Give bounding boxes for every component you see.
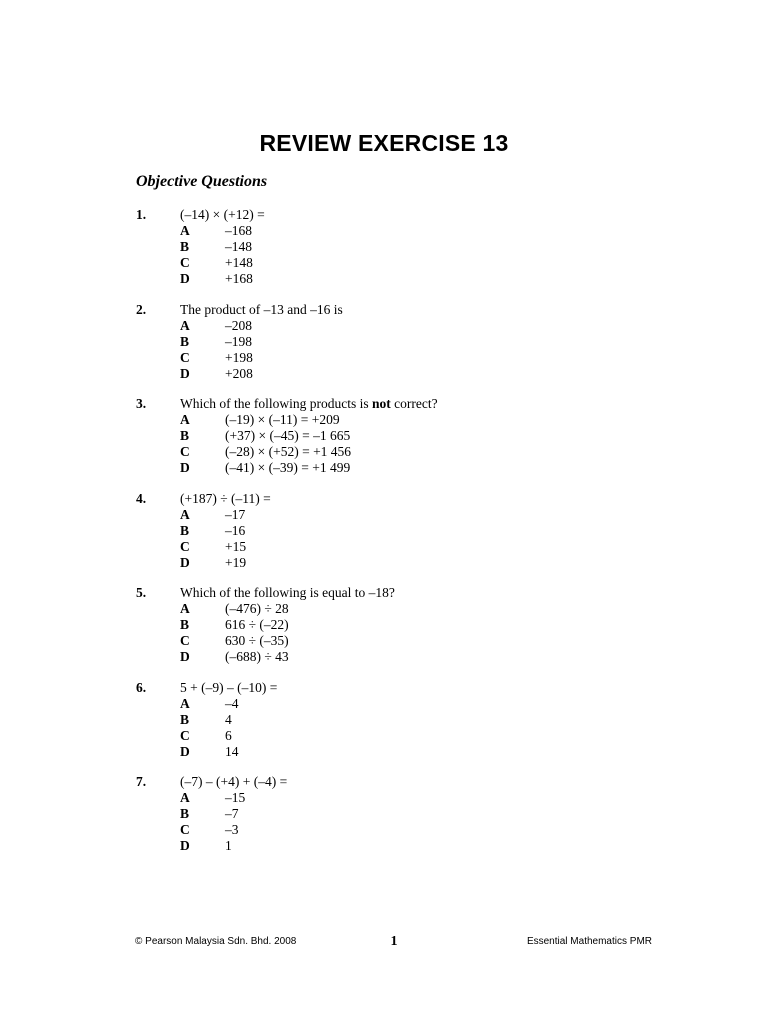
option-letter: A — [180, 412, 190, 427]
option-letter: D — [180, 649, 190, 664]
question-list — [0, 207, 768, 869]
option-text: (–476) ÷ 28 — [225, 601, 289, 616]
question-number: 3. — [136, 396, 147, 411]
option-c — [180, 350, 253, 366]
option-letter: B — [180, 333, 190, 349]
option-text: 4 — [225, 711, 232, 727]
option-letter: C — [180, 255, 190, 270]
question-6 — [0, 680, 768, 759]
page-number: 1 — [390, 934, 398, 949]
question-5 — [0, 585, 768, 664]
option-text: +19 — [225, 554, 247, 570]
option-d — [180, 838, 245, 854]
option-text: –148 — [225, 239, 252, 254]
option-letter: C — [180, 633, 190, 648]
option-letter: B — [180, 239, 190, 254]
option-text: +208 — [225, 365, 253, 381]
option-letter: D — [180, 460, 190, 475]
option-letter: D — [180, 554, 190, 570]
question-number: 7. — [136, 774, 147, 789]
option-d — [180, 555, 246, 571]
option-text: –15 — [225, 790, 246, 805]
option-letter: A — [180, 317, 190, 333]
option-letter: B — [180, 522, 190, 538]
page-footer — [0, 934, 768, 954]
question-number: 4. — [136, 490, 147, 506]
option-text: (–28) × (+52) = +1 456 — [225, 444, 352, 459]
option-letter: B — [180, 428, 190, 443]
question-1 — [0, 207, 768, 286]
option-letter: A — [180, 506, 190, 522]
option-a — [180, 412, 351, 428]
question-stem: The product of –13 and –16 is — [180, 301, 343, 317]
option-a — [180, 507, 246, 523]
option-d — [180, 744, 239, 760]
question-number: 2. — [136, 301, 147, 317]
option-text: 1 — [225, 838, 232, 853]
option-letter: B — [180, 617, 190, 632]
question-stem: (+187) ÷ (–11) = — [180, 490, 271, 506]
option-c — [180, 444, 351, 460]
option-c — [180, 255, 253, 271]
option-text: (+37) × (–45) = –1 665 — [225, 428, 351, 443]
question-stem — [180, 396, 438, 412]
option-a — [180, 696, 239, 712]
option-text: (–19) × (–11) = +209 — [225, 412, 340, 427]
option-text: +198 — [225, 349, 253, 365]
option-list — [180, 696, 239, 760]
option-text: +148 — [225, 255, 253, 270]
option-text: +15 — [225, 538, 247, 554]
question-stem-emphasis: not — [371, 396, 391, 411]
option-list — [180, 507, 246, 571]
option-text: (–41) × (–39) = +1 499 — [225, 460, 351, 475]
option-a — [180, 790, 245, 806]
option-d — [180, 366, 253, 382]
section-heading: Objective Questions — [136, 173, 268, 190]
question-2 — [0, 302, 768, 381]
option-c — [180, 539, 246, 555]
option-letter: D — [180, 365, 190, 381]
option-b — [180, 806, 245, 822]
option-b — [180, 712, 239, 728]
option-letter: A — [180, 695, 190, 711]
option-b — [180, 428, 351, 444]
option-letter: C — [180, 349, 190, 365]
question-number: 5. — [136, 585, 147, 600]
option-d — [180, 460, 351, 476]
question-number: 1. — [136, 207, 147, 222]
option-letter: A — [180, 601, 190, 616]
option-b — [180, 617, 289, 633]
option-text: (–688) ÷ 43 — [225, 649, 289, 664]
option-text: –3 — [225, 822, 239, 837]
option-c — [180, 822, 245, 838]
option-d — [180, 649, 289, 665]
option-letter: D — [180, 743, 190, 759]
option-letter: B — [180, 711, 190, 727]
option-d — [180, 271, 253, 287]
option-text: 616 ÷ (–22) — [225, 617, 289, 632]
page-title: REVIEW EXERCISE 13 — [259, 130, 509, 156]
option-c — [180, 728, 239, 744]
option-text: –7 — [225, 806, 239, 821]
option-text: –168 — [225, 223, 252, 238]
question-stem: 5 + (–9) – (–10) = — [180, 679, 278, 695]
copyright-notice: © Pearson Malaysia Sdn. Bhd. 2008 — [135, 936, 297, 947]
option-letter: C — [180, 444, 190, 459]
option-text: –17 — [225, 506, 246, 522]
option-text: +168 — [225, 271, 253, 286]
option-b — [180, 523, 246, 539]
option-list — [180, 601, 289, 665]
option-c — [180, 633, 289, 649]
question-7 — [0, 774, 768, 853]
question-number: 6. — [136, 679, 147, 695]
option-list — [180, 318, 253, 382]
option-text: –198 — [225, 333, 252, 349]
option-text: –4 — [225, 695, 239, 711]
option-letter: A — [180, 223, 190, 238]
question-stem: (–14) × (+12) = — [180, 207, 265, 222]
question-3 — [0, 396, 768, 475]
question-4 — [0, 491, 768, 570]
option-a — [180, 223, 253, 239]
option-text: 14 — [225, 743, 239, 759]
option-a — [180, 318, 253, 334]
book-title: Essential Mathematics PMR — [526, 936, 652, 947]
question-stem: Which of the following is equal to –18? — [180, 585, 395, 600]
option-text: –16 — [225, 522, 246, 538]
option-letter: C — [180, 538, 190, 554]
option-letter: C — [180, 822, 190, 837]
option-b — [180, 334, 253, 350]
option-a — [180, 601, 289, 617]
question-stem-after: correct? — [390, 396, 438, 411]
option-letter: D — [180, 271, 190, 286]
option-letter: A — [180, 790, 190, 805]
option-letter: B — [180, 806, 190, 821]
option-letter: C — [180, 727, 190, 743]
question-stem-before: Which of the following products is — [180, 396, 372, 411]
question-stem: (–7) – (+4) + (–4) = — [180, 774, 288, 789]
option-list — [180, 412, 351, 476]
option-text: 630 ÷ (–35) — [225, 633, 289, 648]
option-text: 6 — [225, 727, 232, 743]
option-list — [180, 790, 245, 854]
option-b — [180, 239, 253, 255]
option-letter: D — [180, 838, 190, 853]
option-list — [180, 223, 253, 287]
option-text: –208 — [225, 317, 252, 333]
